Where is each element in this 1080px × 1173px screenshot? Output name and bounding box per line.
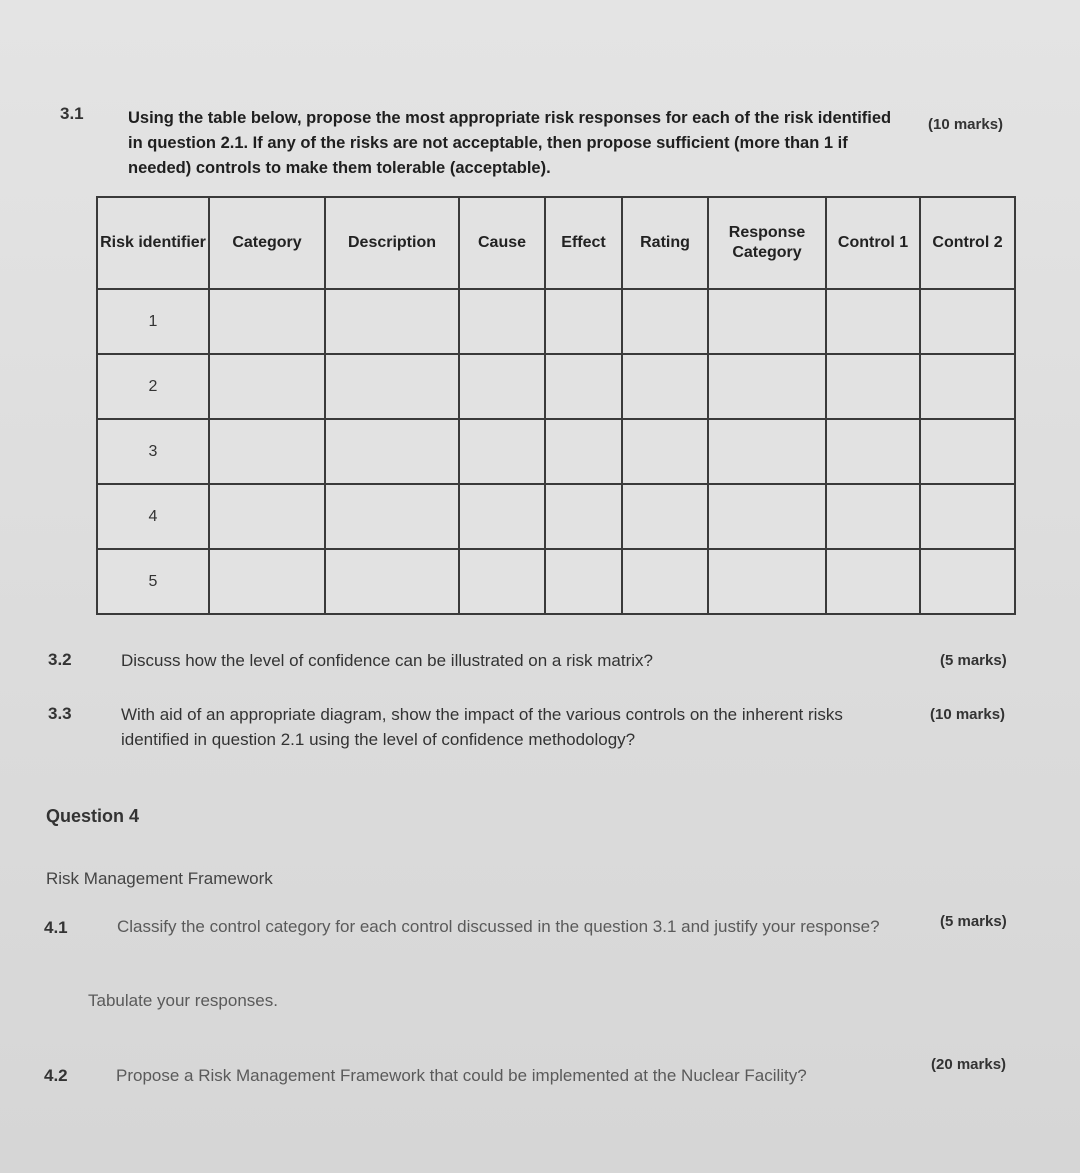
header-effect: Effect <box>545 197 622 289</box>
table-cell[interactable] <box>545 354 622 419</box>
question-4-2-number: 4.2 <box>44 1066 68 1085</box>
table-cell[interactable] <box>920 549 1015 614</box>
table-row <box>97 484 1015 549</box>
table-cell[interactable] <box>708 289 826 354</box>
table-cell[interactable] <box>459 484 545 549</box>
header-rating: Rating <box>622 197 708 289</box>
question-3-3-text: With aid of an appropriate diagram, show the impact of the various controls on the inherent risks identified in question 2.1 using the level of confidence methodology? <box>121 705 843 749</box>
table-cell[interactable] <box>325 354 459 419</box>
question-3-3-number: 3.3 <box>48 704 72 723</box>
table-cell[interactable] <box>920 289 1015 354</box>
table-row <box>97 354 1015 419</box>
question-4-1-marks: (5 marks) <box>940 913 1007 930</box>
table-cell[interactable] <box>459 289 545 354</box>
header-category: Category <box>209 197 325 289</box>
table-cell[interactable] <box>920 484 1015 549</box>
question-3-1-text: Using the table below, propose the most appropriate risk responses for each of the risk identified in question 2.1. If any of the risks are not acceptable, then propose sufficient (more than 1 if needed) controls to make them tolerable (acceptable). <box>128 109 892 177</box>
table-cell[interactable] <box>209 484 325 549</box>
table-cell[interactable] <box>708 549 826 614</box>
header-control-1: Control 1 <box>826 197 920 289</box>
table-cell[interactable] <box>622 549 708 614</box>
risk-id-cell: 4 <box>97 484 209 549</box>
header-risk-identifier: Risk identifier <box>97 197 209 289</box>
risk-id-cell: 1 <box>97 289 209 354</box>
header-response-category: Response Category <box>708 197 826 289</box>
question-4-2-marks: (20 marks) <box>931 1056 1007 1073</box>
table-row <box>97 419 1015 484</box>
table-cell[interactable] <box>826 549 920 614</box>
table-cell[interactable] <box>209 354 325 419</box>
question-4-1-text: Classify the control category for each control discussed in the question 3.1 and justify your response? <box>117 917 880 936</box>
risk-response-table <box>96 196 1016 615</box>
risk-id-cell: 3 <box>97 419 209 484</box>
table-cell[interactable] <box>325 419 459 484</box>
risk-id-cell: 5 <box>97 549 209 614</box>
table-cell[interactable] <box>209 549 325 614</box>
table-cell[interactable] <box>920 354 1015 419</box>
header-description: Description <box>325 197 459 289</box>
question-4-title: Question 4 <box>46 806 140 826</box>
risk-id-cell: 2 <box>97 354 209 419</box>
question-3-2-text: Discuss how the level of confidence can be illustrated on a risk matrix? <box>121 651 653 670</box>
table-cell[interactable] <box>622 354 708 419</box>
table-cell[interactable] <box>622 419 708 484</box>
question-3-1-number: 3.1 <box>60 104 84 123</box>
table-cell[interactable] <box>209 289 325 354</box>
table-cell[interactable] <box>325 484 459 549</box>
table-cell[interactable] <box>826 419 920 484</box>
question-3-2-number: 3.2 <box>48 650 72 669</box>
table-cell[interactable] <box>325 549 459 614</box>
table-cell[interactable] <box>622 484 708 549</box>
table-cell[interactable] <box>459 419 545 484</box>
header-cause: Cause <box>459 197 545 289</box>
table-cell[interactable] <box>459 354 545 419</box>
table-header-row <box>97 197 1015 289</box>
header-control-2: Control 2 <box>920 197 1015 289</box>
question-4-1-note: Tabulate your responses. <box>88 991 278 1010</box>
table-row <box>97 549 1015 614</box>
table-cell[interactable] <box>708 354 826 419</box>
table-cell[interactable] <box>325 289 459 354</box>
table-cell[interactable] <box>920 419 1015 484</box>
table-cell[interactable] <box>622 289 708 354</box>
question-3-2-marks: (5 marks) <box>940 652 1007 669</box>
question-4-subtitle: Risk Management Framework <box>46 869 273 888</box>
table-cell[interactable] <box>545 289 622 354</box>
table-cell[interactable] <box>826 354 920 419</box>
table-cell[interactable] <box>545 419 622 484</box>
question-4-2-text: Propose a Risk Management Framework that could be implemented at the Nuclear Facility? <box>116 1066 807 1085</box>
question-3-3-marks: (10 marks) <box>930 706 1006 723</box>
table-cell[interactable] <box>826 484 920 549</box>
table-cell[interactable] <box>708 419 826 484</box>
table-cell[interactable] <box>545 549 622 614</box>
table-cell[interactable] <box>708 484 826 549</box>
table-cell[interactable] <box>209 419 325 484</box>
question-4-1-number: 4.1 <box>44 918 68 937</box>
table-cell[interactable] <box>826 289 920 354</box>
table-cell[interactable] <box>545 484 622 549</box>
table-row <box>97 289 1015 354</box>
table-cell[interactable] <box>459 549 545 614</box>
question-3-1-marks: (10 marks) <box>928 116 1004 133</box>
